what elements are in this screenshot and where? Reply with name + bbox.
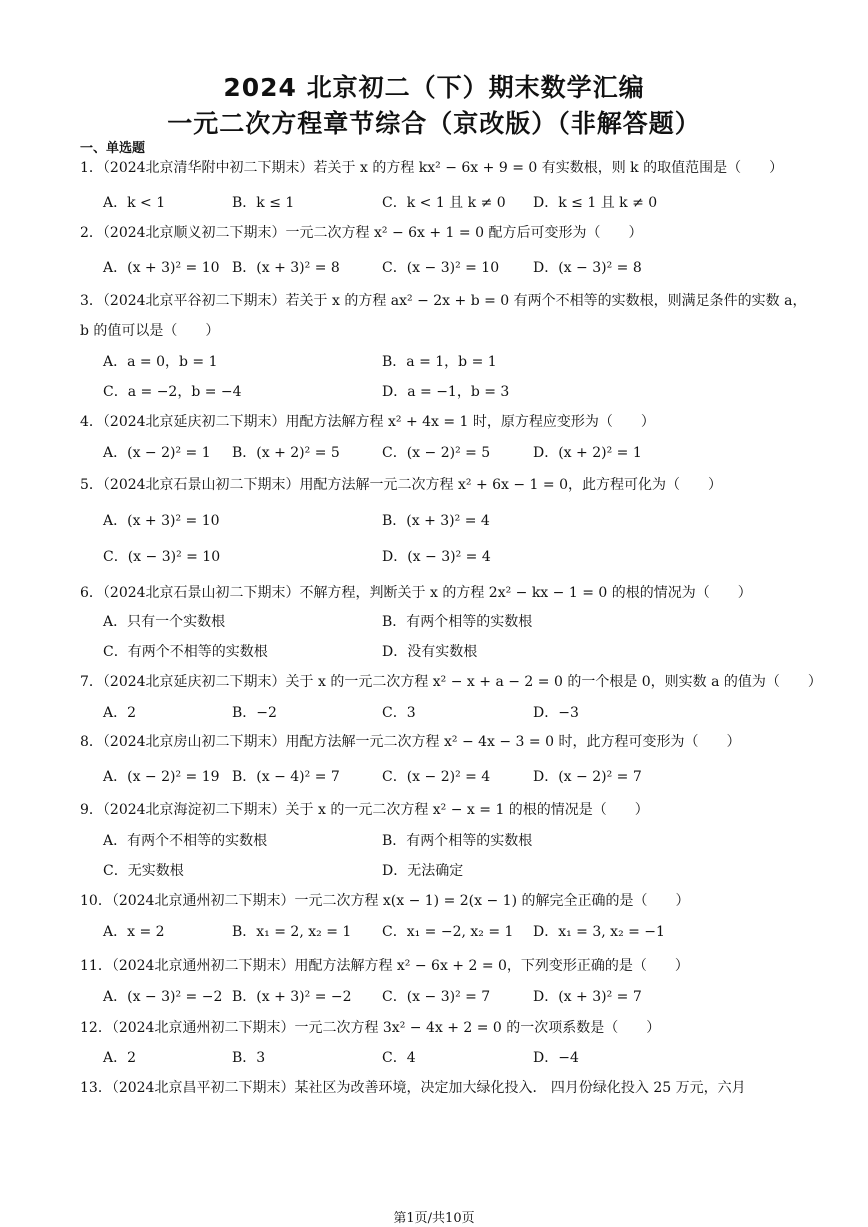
question-5-option-d: D．(x − 3)² = 4 [382, 549, 491, 565]
question-9-option-b: B．有两个相等的实数根 [382, 833, 533, 849]
question-4-option-c: C．(x − 2)² = 5 [382, 445, 491, 461]
question-8-option-a: A．(x − 2)² = 19 [103, 769, 220, 785]
question-9-option-d: D．无法确定 [382, 863, 464, 879]
question-10-option-c: C．x₁ = −2, x₂ = 1 [382, 924, 514, 940]
page-number: 第1页/共10页 [393, 1211, 475, 1226]
question-1-option-d: D．k ≤ 1 且 k ≠ 0 [533, 195, 658, 211]
question-5-option-b: B．(x + 3)² = 4 [382, 513, 490, 529]
question-8-option-c: C．(x − 2)² = 4 [382, 769, 491, 785]
question-7-option-c: C．3 [382, 705, 416, 721]
question-1-option-a: A．k < 1 [103, 195, 166, 211]
question-3-option-c: C．a = −2，b = −4 [103, 384, 242, 400]
page-title: 2024 北京初二（下）期末数学汇编 [223, 73, 645, 102]
question-6-option-b: B．有两个相等的实数根 [382, 614, 533, 630]
question-12-option-a: A．2 [103, 1050, 137, 1066]
question-3-option-a: A．a = 0，b = 1 [103, 354, 218, 370]
question-6-option-a: A．只有一个实数根 [103, 614, 226, 630]
question-3-option-d: D．a = −1，b = 3 [382, 384, 510, 400]
question-8-option-d: D．(x − 2)² = 7 [533, 769, 642, 785]
question-8-option-b: B．(x − 4)² = 7 [232, 769, 340, 785]
question-10-option-a: A．x = 2 [103, 924, 165, 940]
question-5-option-a: A．(x + 3)² = 10 [103, 513, 220, 529]
question-9-option-c: C．无实数根 [103, 863, 184, 879]
question-2-stem: 2．（2024北京顺义初二下期末）一元二次方程 x² − 6x + 1 = 0 配方后可变形为（ ） [80, 225, 643, 241]
question-2-option-d: D．(x − 3)² = 8 [533, 260, 642, 276]
question-4-option-a: A．(x − 2)² = 1 [103, 445, 211, 461]
question-7-option-a: A．2 [103, 705, 137, 721]
question-10-option-b: B．x₁ = 2, x₂ = 1 [232, 924, 352, 940]
question-10-stem: 10．（2024北京通州初二下期末）一元二次方程 x(x − 1) = 2(x − 1) 的解完全正确的是（ ） [80, 893, 690, 909]
question-12-option-c: C．4 [382, 1050, 416, 1066]
question-10-option-d: D．x₁ = 3, x₂ = −1 [533, 924, 665, 940]
page-subtitle: 一元二次方程章节综合（京改版）（非解答题） [167, 109, 701, 138]
question-11-stem: 11．（2024北京通州初二下期末）用配方法解方程 x² − 6x + 2 = 0，下列变形正确的是（ ） [80, 958, 689, 974]
question-2-option-c: C．(x − 3)² = 10 [382, 260, 500, 276]
question-8-stem: 8．（2024北京房山初二下期末）用配方法解一元二次方程 x² − 4x − 3 = 0 时，此方程可变形为（ ） [80, 734, 741, 750]
question-4-option-d: D．(x + 2)² = 1 [533, 445, 642, 461]
question-3-option-b: B．a = 1，b = 1 [382, 354, 497, 370]
question-6-option-d: D．没有实数根 [382, 644, 478, 660]
question-11-option-a: A．(x − 3)² = −2 [103, 989, 223, 1005]
question-5-option-c: C．(x − 3)² = 10 [103, 549, 221, 565]
question-7-stem: 7．（2024北京延庆初二下期末）关于 x 的一元二次方程 x² − x + a − 2 = 0 的一个根是 0，则实数 a 的值为（ ） [80, 674, 822, 690]
question-7-option-b: B．−2 [232, 705, 277, 721]
question-6-stem: 6．（2024北京石景山初二下期末）不解方程，判断关于 x 的方程 2x² − kx − 1 = 0 的根的情况为（ ） [80, 585, 752, 601]
section-heading: 一、单选题 [80, 141, 146, 156]
question-9-option-a: A．有两个不相等的实数根 [103, 833, 268, 849]
question-11-option-b: B．(x + 3)² = −2 [232, 989, 352, 1005]
question-7-option-d: D．−3 [533, 705, 579, 721]
question-12-option-d: D．−4 [533, 1050, 579, 1066]
question-1-option-c: C．k < 1 且 k ≠ 0 [382, 195, 506, 211]
question-11-option-d: D．(x + 3)² = 7 [533, 989, 642, 1005]
question-9-stem: 9．（2024北京海淀初二下期末）关于 x 的一元二次方程 x² − x = 1 的根的情况是（ ） [80, 802, 649, 818]
question-2-option-b: B．(x + 3)² = 8 [232, 260, 340, 276]
question-5-stem: 5．（2024北京石景山初二下期末）用配方法解一元二次方程 x² + 6x − 1 = 0，此方程可化为（ ） [80, 477, 723, 493]
question-1-option-b: B．k ≤ 1 [232, 195, 295, 211]
question-2-option-a: A．(x + 3)² = 10 [103, 260, 220, 276]
question-13-stem: 13．（2024北京昌平初二下期末）某社区为改善环境，决定加大绿化投入． 四月份绿化投入 25 万元，六月 [80, 1080, 746, 1096]
question-4-stem: 4．（2024北京延庆初二下期末）用配方法解方程 x² + 4x = 1 时，原方程应变形为（ ） [80, 414, 655, 430]
question-6-option-c: C．有两个不相等的实数根 [103, 644, 268, 660]
question-4-option-b: B．(x + 2)² = 5 [232, 445, 340, 461]
question-3-stem: 3．（2024北京平谷初二下期末）若关于 x 的方程 ax² − 2x + b = 0 有两个不相等的实数根，则满足条件的实数 a， [80, 293, 807, 309]
question-11-option-c: C．(x − 3)² = 7 [382, 989, 491, 1005]
question-12-option-b: B．3 [232, 1050, 266, 1066]
question-12-stem: 12．（2024北京通州初二下期末）一元二次方程 3x² − 4x + 2 = 0 的一次项系数是（ ） [80, 1020, 661, 1036]
question-1-stem: 1．（2024北京清华附中初二下期末）若关于 x 的方程 kx² − 6x + 9 = 0 有实数根，则 k 的取值范围是（ ） [80, 160, 784, 176]
question-3-stem-continued: b 的值可以是（ ） [80, 323, 220, 339]
